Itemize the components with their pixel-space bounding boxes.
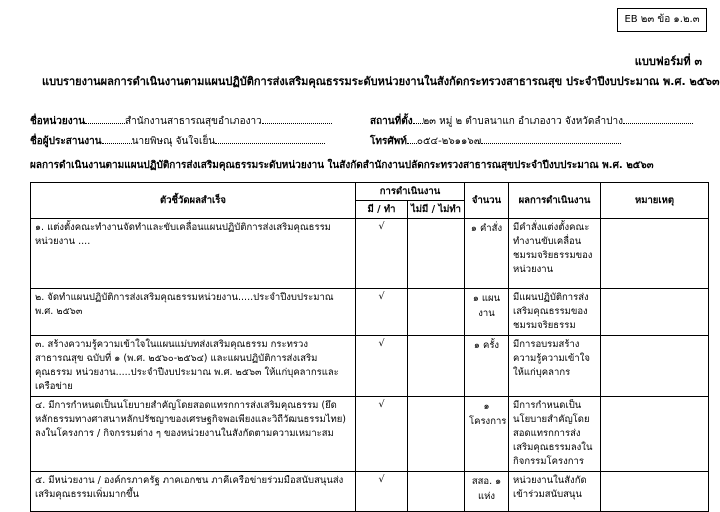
header-remark: หมายเหตุ xyxy=(601,183,709,219)
location-line xyxy=(370,112,693,129)
remark-cell xyxy=(601,397,709,472)
not-done-cell xyxy=(408,397,465,472)
agency-value: สำนักงานสาธารณสุขอำเภองาว xyxy=(125,116,262,127)
remark-cell xyxy=(601,289,709,336)
header-indicator: ตัวชี้วัดผลสำเร็จ xyxy=(31,183,356,219)
indicator-cell: ๓. สร้างความรู้ความเข้าใจในแผนแม่บทส่งเสริมคุณธรรม กระทรวงสาธารณสุข ฉบับที่ ๑ (พ.ศ. ๒๕๖๐-๒๕๖๔) และแผนปฏิบัติการส่งเสริมคุณธรรม หน่วยงาน.....ประจำปีงบประมาณ พ.ศ. ๒๕๖๓ ให้แก่บุคลากรและเครือข่าย xyxy=(31,336,356,397)
done-cell: √ xyxy=(356,289,408,336)
result-cell: มีการกำหนดเป็นนโยบายสำคัญโดยสอดแทรกการส่งเสริมคุณธรรมลงในกิจกรรมโครงการ xyxy=(509,397,601,472)
coordinator-label: ชื่อผู้ประสานงาน xyxy=(30,136,102,147)
form-number: แบบฟอร์มที่ ๓ xyxy=(634,55,702,68)
document-code-box: EB ๒๓ ข้อ ๑.๒.๓ xyxy=(617,8,707,32)
remark-cell xyxy=(601,472,709,512)
table-row xyxy=(31,336,709,397)
agency-line xyxy=(30,112,332,129)
amount-cell: ๑ แผนงาน xyxy=(465,289,509,336)
amount-cell: ๑ ครั้ง xyxy=(465,336,509,397)
remark-cell xyxy=(601,336,709,397)
coordinator-line xyxy=(30,132,325,149)
indicator-cell: ๒. จัดทำแผนปฏิบัติการส่งเสริมคุณธรรมหน่วยงาน.....ประจำปีงบประมาณ พ.ศ. ๒๕๖๓ xyxy=(31,289,356,336)
coordinator-value: นายพิษณุ จันใจเย็น xyxy=(131,136,216,147)
not-done-cell xyxy=(408,336,465,397)
location-value: ๒๓ หมู่ ๒ ตำบลนาแก อำเภองาว จังหวัดลำปาง xyxy=(422,116,623,127)
result-cell: มีแผนปฏิบัติการส่งเสริมคุณธรรมของชมรมจริยธรรม xyxy=(509,289,601,336)
header-operation: การดำเนินงาน xyxy=(356,183,465,201)
amount-cell: สสอ. ๑ แห่ง xyxy=(465,472,509,512)
done-cell: √ xyxy=(356,336,408,397)
header-done: มี / ทำ xyxy=(356,201,408,219)
location-label: สถานที่ตั้ง xyxy=(370,116,413,127)
phone-value: ๐๕๔-๒๖๑๑๖๗ xyxy=(416,136,482,147)
not-done-cell xyxy=(408,289,465,336)
done-cell: √ xyxy=(356,472,408,512)
table-row xyxy=(31,397,709,472)
amount-cell: ๑ คำสั่ง xyxy=(465,219,509,289)
table-row xyxy=(31,472,709,512)
result-cell: หน่วยงานในสังกัดเข้าร่วมสนับสนุน xyxy=(509,472,601,512)
header-amount: จำนวน xyxy=(465,183,509,219)
header-not-done: ไม่มี / ไม่ทำ xyxy=(408,201,465,219)
amount-cell: ๑ โครงการ xyxy=(465,397,509,472)
remark-cell xyxy=(601,219,709,289)
result-cell: มีการอบรมสร้างความรู้ความเข้าใจให้แก่บุคลากร xyxy=(509,336,601,397)
not-done-cell xyxy=(408,219,465,289)
indicator-cell: ๑. แต่งตั้งคณะทำงานจัดทำและขับเคลื่อนแผนปฏิบัติการส่งเสริมคุณธรรมหน่วยงาน .... xyxy=(31,219,356,289)
indicator-cell: ๔. มีการกำหนดเป็นนโยบายสำคัญโดยสอดแทรกการส่งเสริมคุณธรรม (ยึดหลักธรรมทางศาสนาหลักปรัชญาของเศรษฐกิจพอเพียงและวิถีวัฒนธรรมไทย) ลงในโครงการ / กิจกรรมต่าง ๆ ของหน่วยงานในสังกัดตามความเหมาะสม xyxy=(31,397,356,472)
report-title: แบบรายงานผลการดำเนินงานตามแผนปฏิบัติการส่งเสริมคุณธรรมระดับหน่วยงานในสังกัดกระทรวงสาธารณสุข ประจำปีงบประมาณ พ.ศ. ๒๕๖๓ xyxy=(42,75,720,88)
report-subtitle: ผลการดำเนินงานตามแผนปฏิบัติการส่งเสริมคุณธรรมระดับหน่วยงาน ในสังกัดสำนักงานปลัดกระทรวงสาธารณสุขประจำปีงบประมาณ พ.ศ. ๒๕๖๓ xyxy=(30,160,654,171)
results-table xyxy=(30,182,709,512)
agency-label: ชื่อหน่วยงาน xyxy=(30,116,86,127)
table-row xyxy=(31,289,709,336)
table-row xyxy=(31,219,709,289)
done-cell: √ xyxy=(356,219,408,289)
header-result: ผลการดำเนินงาน xyxy=(509,183,601,219)
phone-label: โทรศัพท์ xyxy=(370,136,407,147)
not-done-cell xyxy=(408,472,465,512)
indicator-cell: ๕. มีหน่วยงาน / องค์กรภาครัฐ ภาคเอกชน ภาคีเครือข่ายร่วมมือสนับสนุนส่งเสริมคุณธรรมเพิ่มมากขึ้น xyxy=(31,472,356,512)
done-cell: √ xyxy=(356,397,408,472)
result-cell: มีคำสั่งแต่งตั้งคณะทำงานขับเคลื่อนชมรมจริยธรรมของหน่วยงาน xyxy=(509,219,601,289)
phone-line xyxy=(370,132,621,149)
